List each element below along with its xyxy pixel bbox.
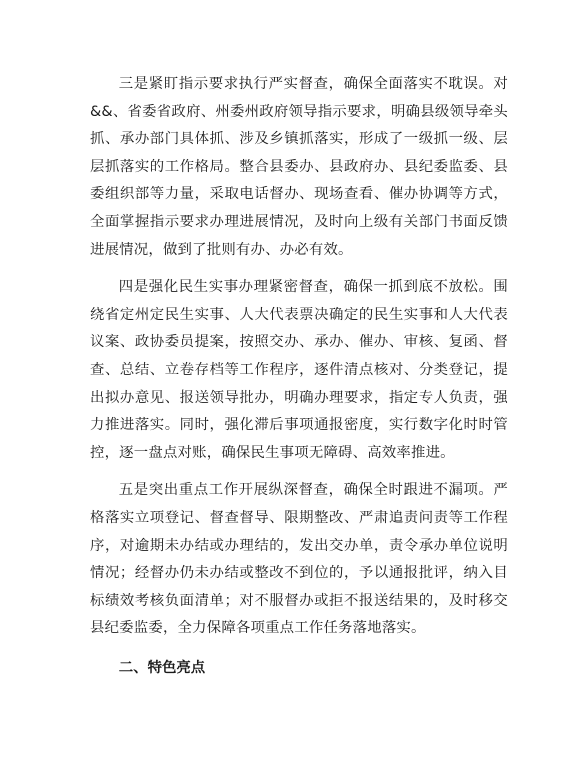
document-body — [90, 71, 508, 682]
paragraph-key-work: 五是突出重点工作开展纵深督查，确保全时跟进不漏项。严格落实立项登记、督查督导、限期整改、严肃追责问责等工作程序，对逾期未办结或办理结的，发出交办单，责令承办单位说明情况；经督办仍未办结或整改不到位的，予以通报批评，纳入目标绩效考核负面清单；对不服督办或拒不报送结果的，及时移交县纪委监委，全力保障各项重点工作任务落地落实。 — [90, 482, 508, 637]
paragraph-supervision-instructions: 三是紧盯指示要求执行严实督查，确保全面落实不耽误。对&&、省委省政府、州委州政府领导指示要求，明确县级领导牵头抓、承办部门具体抓、涉及乡镇抓落实，形成了一级抓一级、层层抓落实的工作格局。整合县委办、县政府办、县纪委监委、县委组织部等力量，采取电话督办、现场查看、催办协调等方式，全面掌握指示要求办理进展情况，及时向上级有关部门书面反馈进展情况，做到了批则有办、办必有效。 — [90, 76, 508, 258]
paragraph-livelihood-affairs: 四是强化民生实事办理紧密督查，确保一抓到底不放松。围绕省定州定民生实事、人大代表票决确定的民生实事和人大代表议案、政协委员提案，按照交办、承办、催办、审核、复函、督查、总结、立卷存档等工作程序，逐件清点核对、分类登记，提出拟办意见、报送领导批办，明确办理要求，指定专人负责，强力推进落实。同时，强化滞后事项通报密度，实行数字化时时管控，逐一盘点对账，确保民生事项无障碍、高效率推进。 — [90, 279, 508, 461]
section-heading: 二、特色亮点 — [118, 659, 206, 676]
